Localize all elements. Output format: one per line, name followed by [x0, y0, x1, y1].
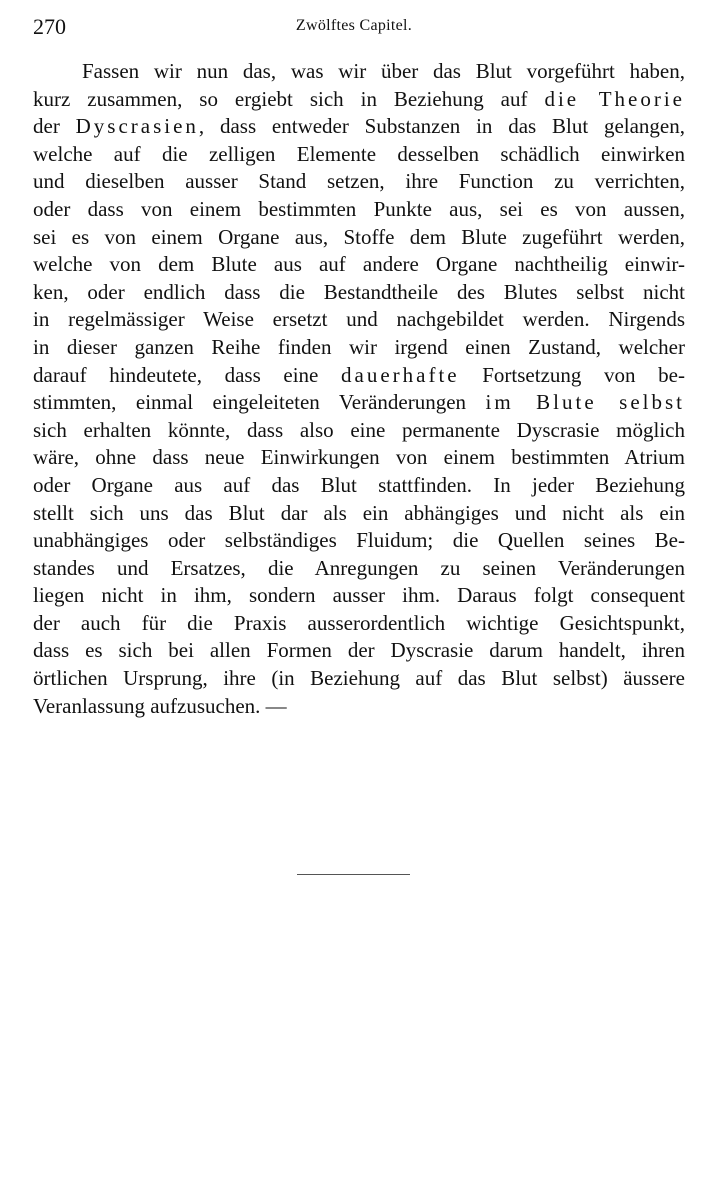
- text-segment: liegen nicht in ihm, sondern ausser ihm. Daraus folgt consequent: [33, 583, 685, 608]
- text-segment: und dieselben ausser Stand setzen, ihre Function zu verrichten,: [33, 169, 685, 194]
- section-end-rule: [297, 874, 410, 875]
- text-segment: Veranlassung aufzusuchen. —: [33, 693, 287, 718]
- text-line: [33, 500, 685, 528]
- text-segment: welche auf die zelligen Elemente desselben schädlich einwirken: [33, 141, 685, 166]
- text-line: [33, 58, 685, 86]
- text-segment: Fassen wir nun das, was wir über das Blut vorgeführt haben,: [82, 59, 685, 83]
- text-line: [33, 637, 685, 665]
- text-segment: ken, oder endlich dass die Bestandtheile des Blutes selbst nicht: [33, 279, 685, 304]
- text-line: [33, 665, 685, 693]
- text-line: [33, 362, 685, 390]
- text-segment: sich erhalten könnte, dass also eine permanente Dyscrasie möglich: [33, 417, 685, 442]
- text-segment: in dieser ganzen Reihe finden wir irgend einen Zustand, welcher: [33, 334, 685, 359]
- text-segment: in regelmässiger Weise ersetzt und nachgebildet werden. Nirgends: [33, 307, 685, 332]
- text-line: [33, 86, 685, 114]
- text-line: [33, 527, 685, 555]
- text-line: [33, 306, 685, 334]
- spaced-emphasis: im Blute selbst: [485, 390, 685, 415]
- text-segment: der auch für die Praxis ausserordentlich wichtige Gesichtspunkt,: [33, 610, 685, 635]
- text-segment: unabhängiges oder selbständiges Fluidum; die Quellen seines Be-: [33, 528, 685, 553]
- text-segment: , dass entweder Substanzen in das Blut gelangen,: [198, 114, 685, 139]
- text-line: [33, 334, 685, 362]
- text-line: [33, 389, 685, 417]
- text-segment: standes und Ersatzes, die Anregungen zu seinen Veränderungen: [33, 555, 685, 580]
- text-segment: stimmten, einmal eingeleiteten Veränderungen: [33, 390, 486, 415]
- text-segment: oder dass von einem bestimmten Punkte aus, sei es von aussen,: [33, 196, 685, 221]
- text-segment: oder Organe aus auf das Blut stattfinden. In jeder Beziehung: [33, 472, 685, 497]
- text-segment: der: [33, 114, 76, 139]
- text-line: [33, 224, 685, 252]
- body-paragraph: [33, 58, 685, 720]
- page-number: 270: [33, 14, 66, 39]
- text-line: [33, 279, 685, 307]
- text-line: [33, 196, 685, 224]
- text-line: [33, 251, 685, 279]
- text-line: [33, 417, 685, 445]
- text-segment: dass es sich bei allen Formen der Dyscrasie darum handelt, ihren: [33, 638, 685, 663]
- text-segment: Fortsetzung von be-: [459, 362, 685, 387]
- running-title: Zwölftes Capitel.: [295, 17, 413, 34]
- text-segment: sei es von einem Organe aus, Stoffe dem Blute zugeführt werden,: [33, 224, 685, 249]
- text-segment: örtlichen Ursprung, ihre (in Beziehung auf das Blut selbst) äussere: [33, 666, 685, 691]
- text-line: [33, 472, 685, 500]
- text-line: [33, 693, 685, 721]
- spaced-emphasis: Dyscrasien: [75, 114, 199, 139]
- text-segment: darauf hindeutete, dass eine: [33, 362, 342, 387]
- text-line: [33, 610, 685, 638]
- text-segment: kurz zusammen, so ergiebt sich in Beziehung auf: [33, 86, 545, 111]
- text-segment: welche von dem Blute aus auf andere Organe nachtheilig einwir-: [33, 252, 685, 277]
- text-line: [33, 168, 685, 196]
- text-line: [33, 141, 685, 169]
- spaced-emphasis: dauerhafte: [341, 362, 460, 387]
- text-segment: wäre, ohne dass neue Einwirkungen von einem bestimmten Atrium: [33, 445, 685, 470]
- text-segment: stellt sich uns das Blut dar als ein abhängiges und nicht als ein: [33, 500, 685, 525]
- spaced-emphasis: die Theorie: [544, 86, 685, 111]
- text-line: [33, 582, 685, 610]
- text-line: [33, 444, 685, 472]
- text-line: [33, 113, 685, 141]
- text-line: [33, 555, 685, 583]
